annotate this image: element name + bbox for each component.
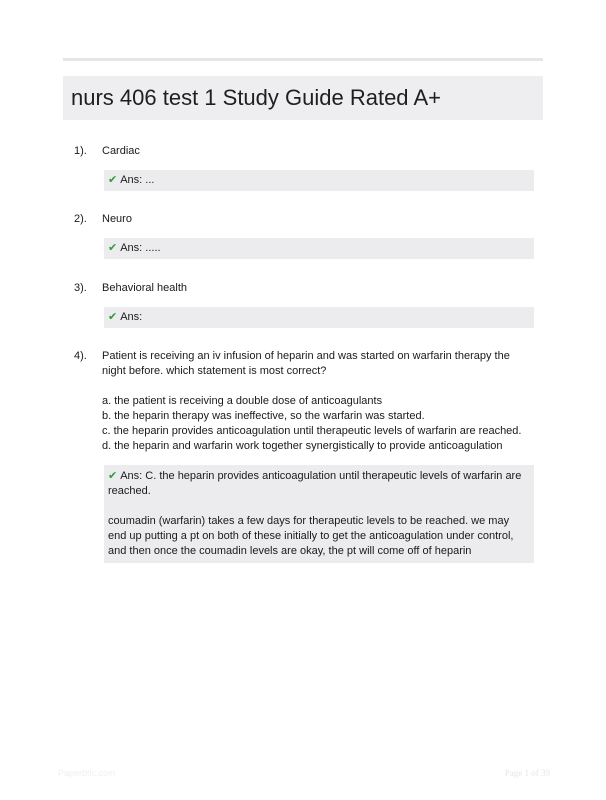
question-text: Neuro (102, 213, 132, 225)
question-item-4 (74, 349, 536, 563)
answer-box (104, 238, 534, 259)
answer-text: Ans: ... (120, 174, 155, 186)
answer-box (104, 307, 534, 328)
check-icon: ✔ (108, 241, 118, 254)
answer-explanation: coumadin (warfarin) takes a few days for therapeutic levels to be reached. we may end up putting a pt on both of these initially to get the anticoagulation under control, and then once the coumadin levels are okay, the pt will come off of heparin (108, 515, 514, 557)
option-d: d. the heparin and warfarin work together synergistically to provide anticoagulation (102, 440, 503, 452)
option-b: b. the heparin therapy was ineffective, so the warfarin was started. (102, 410, 425, 422)
question-item-3 (74, 281, 536, 328)
answer-box (104, 170, 534, 191)
option-a: a. the patient is receiving a double dose of anticoagulants (102, 395, 383, 407)
check-icon: ✔ (108, 469, 118, 482)
page-number: Page 1 of 39 (504, 768, 550, 778)
footer-watermark: Paperbtic.com (58, 768, 116, 778)
question-number: 1). (74, 145, 87, 157)
check-icon: ✔ (108, 173, 118, 186)
answer-text: Ans: C. the heparin provides anticoagulation until therapeutic levels of warfarin are reached. (108, 470, 522, 497)
title-banner (63, 76, 543, 120)
page-title: nurs 406 test 1 Study Guide Rated A+ (71, 85, 441, 110)
answer-text: Ans: ..... (120, 242, 161, 254)
question-item-2 (74, 212, 536, 259)
question-number: 3). (74, 282, 87, 294)
question-text: Behavioral health (102, 282, 188, 294)
check-icon: ✔ (108, 310, 118, 323)
question-number: 4). (74, 350, 87, 362)
question-text: Patient is receiving an iv infusion of heparin and was started on warfarin therapy the night before. which statement is most correct? (102, 350, 510, 377)
answer-box (104, 465, 534, 563)
question-item-1 (74, 144, 536, 191)
answer-options (102, 394, 536, 454)
top-divider (63, 58, 543, 61)
question-number: 2). (74, 213, 87, 225)
question-text: Cardiac (102, 145, 140, 157)
option-c: c. the heparin provides anticoagulation until therapeutic levels of warfarin are reached. (102, 425, 522, 437)
answer-text: Ans: (120, 311, 143, 323)
